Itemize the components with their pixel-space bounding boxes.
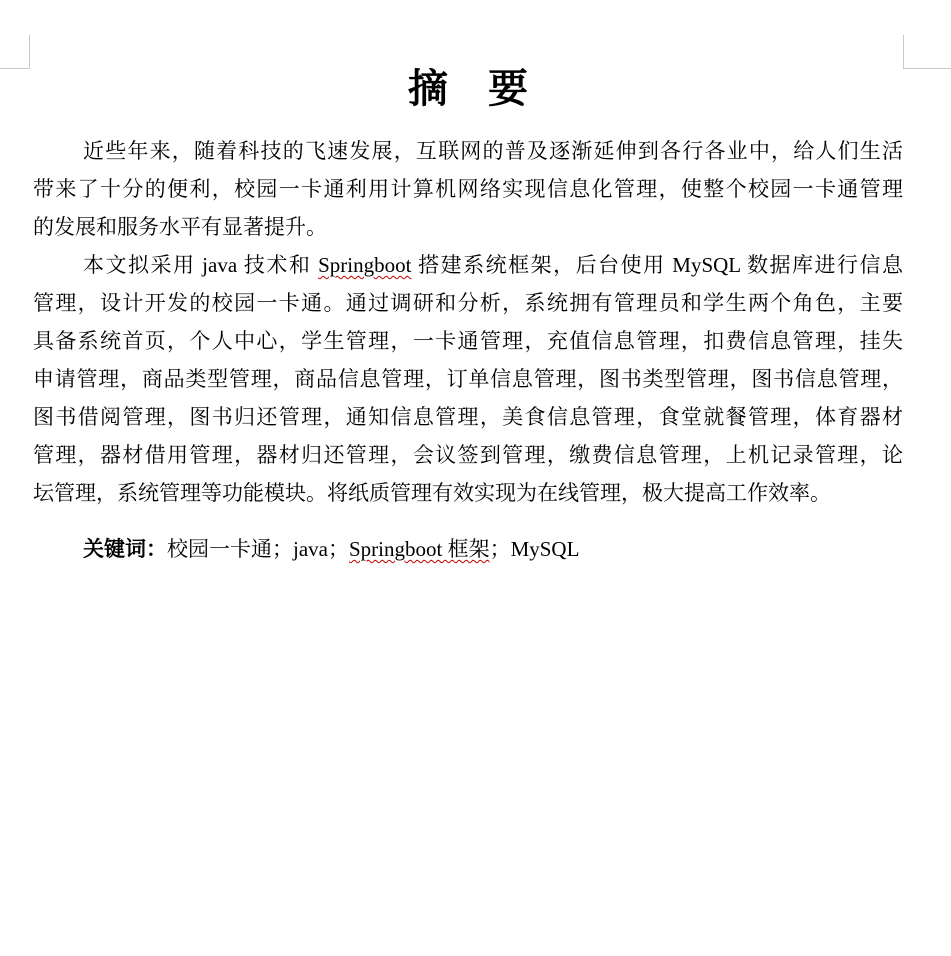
text-line[interactable] [33, 246, 903, 284]
text-line[interactable] [33, 284, 903, 322]
text-line[interactable] [33, 360, 903, 398]
text-run: 本文拟采用 java 技术和 [83, 253, 319, 277]
text-run: 带来了十分的便利，校园一卡通利用计算机网络实现信息化管理，使整个校园一卡通管理 [33, 177, 903, 201]
spellcheck-flagged-text: Springboot [318, 253, 412, 277]
text-run: 搭建系统框架，后台使用 MySQL 数据库进行信息 [411, 253, 903, 277]
document-body [33, 132, 903, 512]
text-run: 图书借阅管理，图书归还管理，通知信息管理，美食信息管理，食堂就餐管理，体育器材 [33, 405, 903, 429]
page-title[interactable]: 摘 要 [408, 66, 528, 111]
text-line[interactable] [33, 398, 903, 436]
text-line[interactable] [33, 132, 903, 170]
keywords-line[interactable] [33, 530, 903, 568]
paragraph [33, 132, 903, 246]
text-line[interactable] [33, 474, 903, 512]
text-run: 坛管理，系统管理等功能模块。将纸质管理有效实现为在线管理，极大提高工作效率。 [33, 481, 831, 505]
text-run: 的发展和服务水平有显著提升。 [33, 215, 327, 239]
text-run: 校园一卡通；java； [167, 537, 349, 561]
text-run: 申请管理，商品类型管理，商品信息管理，订单信息管理，图书类型管理，图书信息管理， [33, 367, 903, 391]
text-run: ；MySQL [489, 537, 580, 561]
paragraph [33, 246, 903, 512]
text-line[interactable] [33, 436, 903, 474]
text-run: 具备系统首页，个人中心，学生管理，一卡通管理，充值信息管理，扣费信息管理，挂失 [33, 329, 903, 353]
text-line[interactable] [33, 208, 903, 246]
bold-text-run: 关键词： [83, 537, 167, 561]
text-run: 管理，设计开发的校园一卡通。通过调研和分析，系统拥有管理员和学生两个角色，主要 [33, 291, 903, 315]
spellcheck-flagged-text: Springboot 框架 [348, 537, 490, 561]
text-line[interactable] [33, 322, 903, 360]
text-run: 近些年来，随着科技的飞速发展，互联网的普及逐渐延伸到各行各业中，给人们生活 [83, 139, 903, 163]
text-run: 管理，器材借用管理，器材归还管理，会议签到管理，缴费信息管理，上机记录管理，论 [33, 443, 903, 467]
text-line[interactable] [33, 170, 903, 208]
